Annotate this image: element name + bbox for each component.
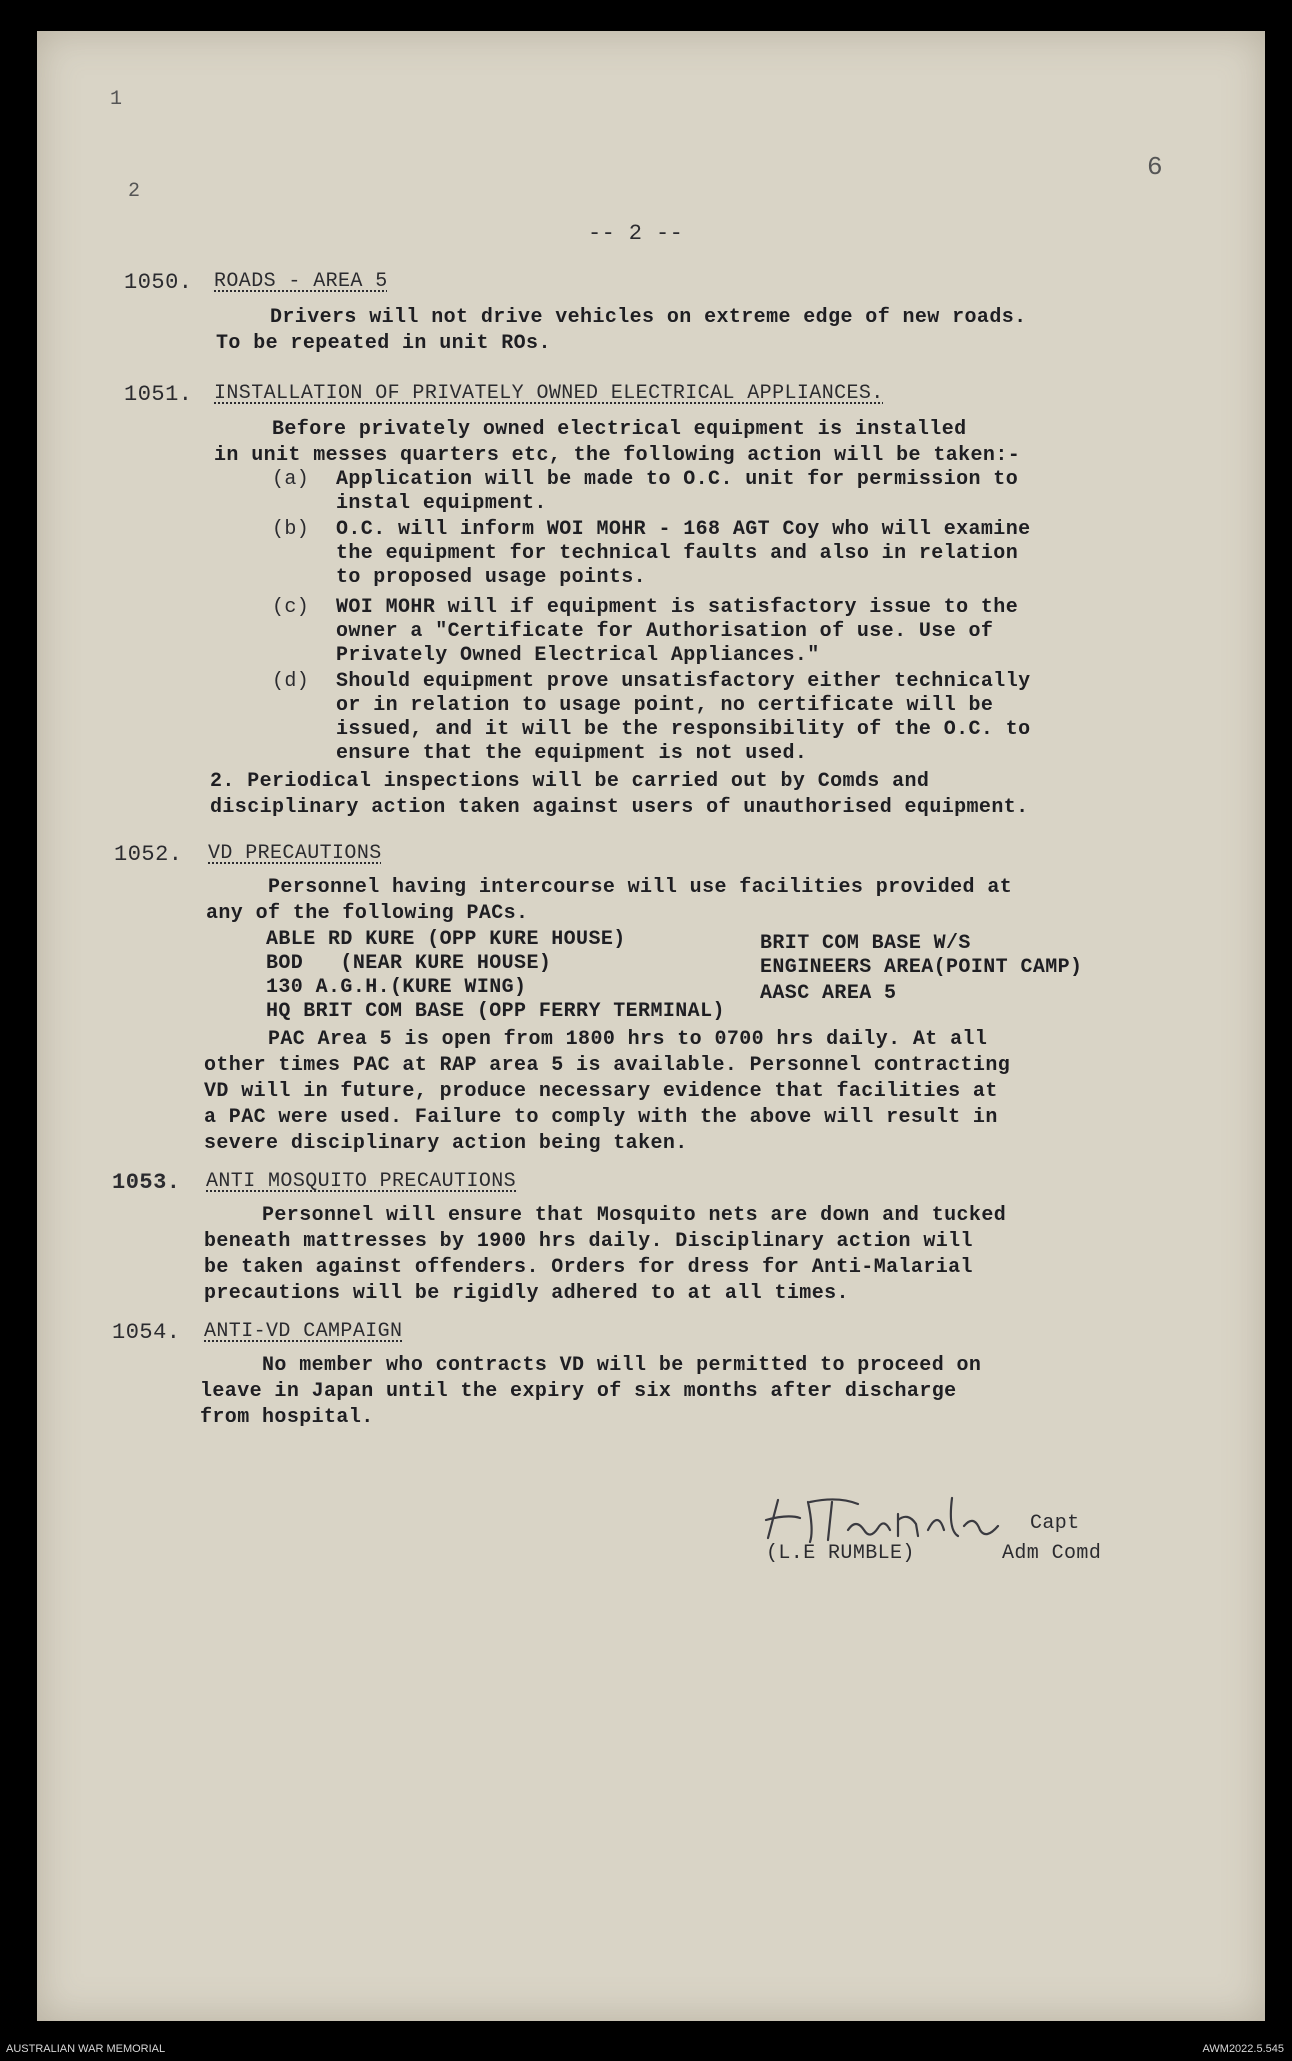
section-1054-line-1: No member who contracts VD will be permitted to proceed on (262, 1354, 982, 1377)
item-d-line-3: issued, and it will be the responsibility of the O.C. to (336, 718, 1031, 741)
section-heading-1051: INSTALLATION OF PRIVATELY OWNED ELECTRICAL APPLIANCES. (214, 382, 884, 405)
item-b-line-3: to proposed usage points. (336, 566, 647, 589)
section-1052-body-3: VD will in future, produce necessary evidence that facilities at (204, 1080, 998, 1103)
page-number: -- 2 -- (588, 221, 684, 246)
item-a-label: (a) (272, 468, 310, 491)
section-heading-1054: ANTI-VD CAMPAIGN (204, 1320, 403, 1343)
section-1050-line-2: To be repeated in unit ROs. (216, 332, 551, 355)
section-1052-body-1: PAC Area 5 is open from 1800 hrs to 0700 hrs daily. At all (268, 1028, 988, 1051)
section-1051-para2-line-1: 2. Periodical inspections will be carried out by Comds and (210, 770, 930, 793)
section-1053-line-2: beneath mattresses by 1900 hrs daily. Disciplinary action will (204, 1230, 973, 1253)
section-1051-intro-2: in unit messes quarters etc, the following action will be taken:- (214, 444, 1021, 467)
item-c-line-1: WOI MOHR will if equipment is satisfactory issue to the (336, 596, 1019, 619)
section-heading-1050: ROADS - AREA 5 (214, 270, 388, 293)
corner-mark-right-top: 6 (1147, 152, 1163, 182)
section-1051-para2-line-2: disciplinary action taken against users of unauthorised equipment. (210, 796, 1029, 819)
item-b-line-1: O.C. will inform WOI MOHR - 168 AGT Coy who will examine (336, 518, 1031, 541)
item-d-line-1: Should equipment prove unsatisfactory either technically (336, 670, 1031, 693)
signature-rank: Capt (1030, 1512, 1080, 1535)
section-1052-intro-2: any of the following PACs. (206, 902, 529, 925)
section-1054-line-3: from hospital. (200, 1406, 374, 1429)
pac-left-4: HQ BRIT COM BASE (OPP FERRY TERMINAL) (266, 1000, 725, 1023)
signature-name: (L.E RUMBLE) (766, 1542, 915, 1565)
item-d-label: (d) (272, 670, 310, 693)
item-b-label: (b) (272, 518, 310, 541)
item-b-line-2: the equipment for technical faults and also in relation (336, 542, 1019, 565)
item-a-line-1: Application will be made to O.C. unit for permission to (336, 468, 1019, 491)
section-1052-body-2: other times PAC at RAP area 5 is available. Personnel contracting (204, 1054, 1011, 1077)
section-1051-intro-1: Before privately owned electrical equipment is installed (272, 418, 967, 441)
item-c-line-2: owner a "Certificate for Authorisation of use. Use of (336, 620, 994, 643)
section-1053-line-4: precautions will be rigidly adhered to at all times. (204, 1282, 849, 1305)
section-number-1054: 1054. (112, 1320, 181, 1345)
corner-mark-left-mid: 2 (128, 180, 141, 203)
section-1050-line-1: Drivers will not drive vehicles on extreme edge of new roads. (270, 306, 1027, 329)
section-1053-line-3: be taken against offenders. Orders for dress for Anti-Malarial (204, 1256, 973, 1279)
section-1053-line-1: Personnel will ensure that Mosquito nets are down and tucked (262, 1204, 1007, 1227)
handwritten-signature (748, 1490, 1068, 1550)
section-number-1053: 1053. (112, 1170, 181, 1195)
item-d-line-2: or in relation to usage point, no certificate will be (336, 694, 994, 717)
section-heading-1053: ANTI MOSQUITO PRECAUTIONS (206, 1170, 517, 1193)
section-heading-1052: VD PRECAUTIONS (208, 842, 382, 865)
section-number-1050: 1050. (124, 270, 193, 295)
corner-mark-left-top: 1 (110, 88, 123, 111)
item-c-label: (c) (272, 596, 310, 619)
footer-reference: AWM2022.5.545 (1202, 2043, 1284, 2055)
section-1052-body-5: severe disciplinary action being taken. (204, 1132, 688, 1155)
item-c-line-3: Privately Owned Electrical Appliances." (336, 644, 820, 667)
item-a-line-2: instal equipment. (336, 492, 547, 515)
section-1052-intro-1: Personnel having intercourse will use facilities provided at (268, 876, 1013, 899)
signature-role: Adm Comd (1002, 1542, 1102, 1565)
pac-right-2: ENGINEERS AREA(POINT CAMP) (760, 956, 1083, 979)
pac-left-2: BOD (NEAR KURE HOUSE) (266, 952, 552, 975)
section-1052-body-4: a PAC were used. Failure to comply with the above will result in (204, 1106, 998, 1129)
footer-archive-name: AUSTRALIAN WAR MEMORIAL (6, 2043, 166, 2055)
section-number-1052: 1052. (114, 842, 183, 867)
section-1054-line-2: leave in Japan until the expiry of six months after discharge (200, 1380, 957, 1403)
pac-left-3: 130 A.G.H.(KURE WING) (266, 976, 527, 999)
pac-left-1: ABLE RD KURE (OPP KURE HOUSE) (266, 928, 626, 951)
section-number-1051: 1051. (124, 382, 193, 407)
item-d-line-4: ensure that the equipment is not used. (336, 742, 808, 765)
pac-right-1: BRIT COM BASE W/S (760, 932, 971, 955)
pac-right-3: AASC AREA 5 (760, 982, 897, 1005)
